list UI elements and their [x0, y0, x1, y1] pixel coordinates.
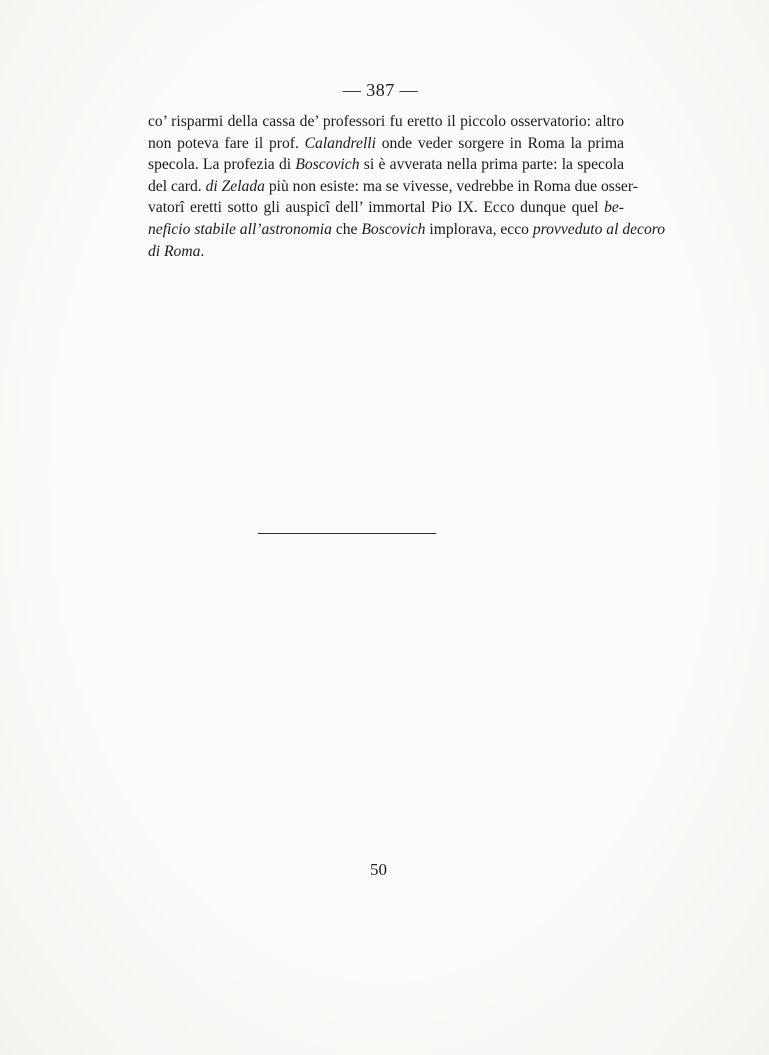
text-line	[148, 219, 666, 241]
text-line	[148, 133, 624, 155]
italic-text: Boscovich	[295, 156, 360, 174]
text-run: del card.	[148, 177, 206, 195]
text-line	[148, 111, 624, 133]
italic-text: di Roma	[148, 242, 201, 260]
section-divider	[258, 533, 436, 534]
text-run: implorava, ecco	[425, 220, 533, 238]
page-number: — 387 —	[342, 80, 419, 100]
text-run: più non esiste: ma se vivesse, vedrebbe in Roma due osser-	[264, 177, 638, 195]
body-paragraph	[148, 111, 666, 262]
show-through-texture	[150, 250, 620, 490]
text-run: onde veder sorgere in Roma la prima	[375, 134, 624, 152]
text-line	[148, 197, 624, 219]
text-line	[148, 241, 624, 263]
text-line	[148, 176, 638, 198]
text-run: si è avverata nella prima parte: la specola	[359, 156, 624, 174]
italic-text: Calandrelli	[304, 134, 376, 152]
italic-text: di Zelada	[205, 177, 265, 195]
italic-text: provveduto al decoro	[532, 220, 666, 238]
show-through-texture	[150, 560, 620, 860]
italic-text: neficio stabile all’astronomia	[148, 220, 332, 238]
signature-number: 50	[370, 860, 387, 879]
text-run: .	[200, 242, 205, 260]
text-run: che	[331, 220, 362, 238]
italic-text: be-	[604, 199, 624, 217]
text-run: co’ risparmi della cassa de’ professori fu eretto il piccolo osservatorio: altro	[148, 113, 624, 130]
text-run: specola. La profezia di	[148, 156, 296, 174]
text-line	[148, 154, 624, 176]
text-run: non poteva fare il prof.	[148, 134, 305, 152]
italic-text: Boscovich	[361, 220, 426, 238]
text-run: vatorî eretti sotto gli auspicî dell’ immortal Pio IX. Ecco dunque quel	[148, 199, 605, 217]
